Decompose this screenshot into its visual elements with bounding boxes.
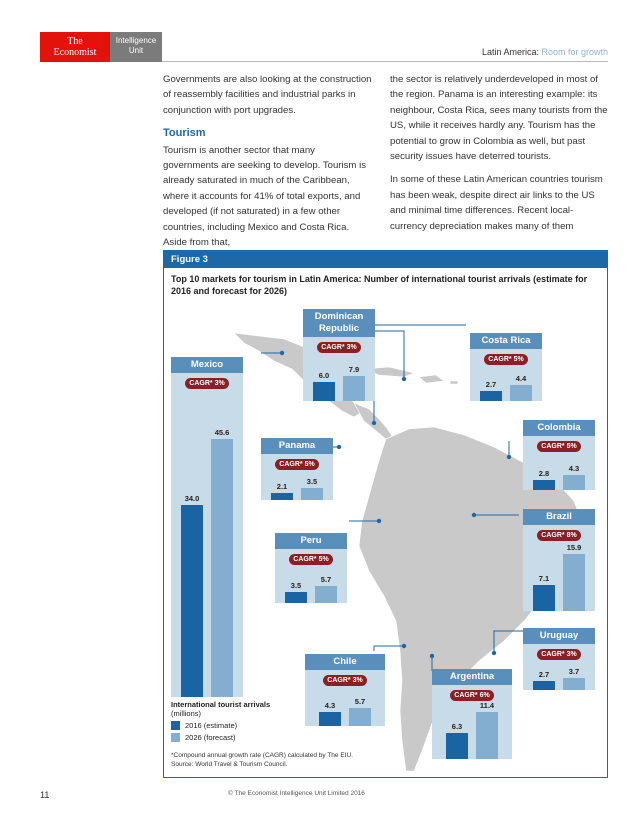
legend-label-2026: 2026 (forecast) (185, 733, 236, 742)
data-label-2016-panama: 2.1 (276, 482, 288, 491)
data-label-2016-brazil: 7.1 (538, 574, 550, 583)
figure-note (171, 751, 431, 769)
card-costa-rica (470, 333, 542, 401)
data-label-2016-peru: 3.5 (290, 581, 302, 590)
data-label-2026-peru: 5.7 (320, 575, 332, 584)
data-label-2016-chile: 4.3 (324, 701, 336, 710)
paragraph: Tourism is another sector that many governments are seeking to develop. Tourism is already saturated in much of the Caribbean, where it accounts for 41% of total exports, and developed (if not saturated) in a few other countries, including Mexico and Costa Rica. Aside from that, (163, 144, 366, 249)
text-column-right (390, 72, 610, 242)
cagr-badge-uruguay: CAGR* 3% (537, 649, 581, 660)
paragraph: In some of these Latin American countries tourism has been weak, despite direct air links to the US and minimal time differences. Recent local-currency depreciation makes many of them (390, 174, 603, 232)
data-label-2016-colombia: 2.8 (538, 469, 550, 478)
page-header (40, 32, 608, 62)
data-label-2016-dominican-republic: 6.0 (318, 371, 330, 380)
bar-2016-peru (285, 592, 307, 603)
bar-2026-argentina (476, 712, 498, 759)
bar-2016-argentina (446, 733, 468, 759)
figure-title: Top 10 markets for tourism in Latin America: Number of international tourist arrivals (estimate for 2016 and forecast for 2026) (171, 274, 588, 296)
map-central-america (354, 403, 392, 439)
card-chile (305, 654, 385, 726)
card-uruguay (523, 628, 595, 690)
data-label-2016-uruguay: 2.7 (538, 670, 550, 679)
legend-title: International tourist arrivals (171, 700, 271, 709)
data-label-2026-costa-rica: 4.4 (515, 374, 527, 383)
bar-2026-uruguay (563, 678, 585, 690)
footnote-cagr: *Compound annual growth rate (CAGR) calculated by The EIU. (171, 752, 353, 759)
bar-2016-costa-rica (480, 391, 502, 401)
cagr-badge-peru: CAGR* 5% (289, 554, 333, 565)
cagr-badge-mexico: CAGR* 3% (185, 378, 229, 389)
marker-uruguay (492, 651, 496, 655)
card-panama (261, 438, 333, 500)
bar-2016-uruguay (533, 681, 555, 690)
running-title-main: Latin America: (481, 47, 542, 57)
card-title-colombia: Colombia (523, 420, 595, 436)
data-label-2026-brazil: 15.9 (566, 543, 582, 552)
footnote-source: Source: World Travel & Tourism Council. (171, 761, 288, 768)
cagr-badge-brazil: CAGR* 8% (537, 530, 581, 541)
bar-2016-brazil (533, 585, 555, 611)
bar-2016-chile (319, 712, 341, 726)
card-dominican-republic (303, 309, 375, 401)
data-label-2026-colombia: 4.3 (568, 464, 580, 473)
data-label-2026-mexico: 45.6 (214, 428, 230, 437)
running-title (482, 47, 608, 57)
card-title-panama: Panama (261, 438, 333, 454)
running-title-sub: Room for growth (541, 47, 608, 57)
economist-logo (40, 32, 110, 62)
data-label-2026-uruguay: 3.7 (568, 667, 580, 676)
card-title-argentina: Argentina (432, 669, 512, 685)
data-label-2016-costa-rica: 2.7 (485, 380, 497, 389)
map-hispaniola (419, 375, 444, 383)
data-label-2026-panama: 3.5 (306, 477, 318, 486)
card-colombia (523, 420, 595, 490)
logo-line-1: The (67, 36, 83, 47)
bar-2016-colombia (533, 480, 555, 490)
paragraph: the sector is relatively underdeveloped in most of the region. Panama is an interesting example: its neighbour, Costa Rica, sees many tourists from the US, while it receives hardly any. Tourism has the potential to grow in Colombia as well, but past security issues have deterred tourists. (390, 74, 608, 163)
marker-costarica (372, 421, 376, 425)
card-title-chile: Chile (305, 654, 385, 670)
data-label-2026-dominican-republic: 7.9 (348, 365, 360, 374)
unit-line-1: Intelligence (115, 36, 157, 45)
bar-2016-panama (271, 493, 293, 500)
marker-panama (337, 445, 341, 449)
cagr-badge-dominican-republic: CAGR* 3% (317, 342, 361, 353)
legend-swatch-2016 (171, 721, 180, 730)
marker-colombia (507, 455, 511, 459)
paragraph: Governments are also looking at the construction of reassembly facilities and industrial parks in conjunction with port upgrades. (163, 74, 372, 116)
cagr-badge-costa-rica: CAGR* 5% (484, 354, 528, 365)
data-label-2016-mexico: 34.0 (184, 494, 200, 503)
cagr-badge-chile: CAGR* 3% (323, 675, 367, 686)
bar-2026-panama (301, 488, 323, 500)
card-title-costa-rica: Costa Rica (470, 333, 542, 349)
card-title-peru: Peru (275, 533, 347, 549)
marker-dominican (402, 377, 406, 381)
section-heading: Tourism (163, 127, 206, 140)
figure-label: Figure 3 (164, 251, 607, 268)
bar-2026-colombia (563, 475, 585, 490)
card-title-mexico: Mexico (171, 357, 243, 373)
bar-2026-mexico (211, 439, 233, 697)
card-title-dominican-republic: Dominican Republic (303, 309, 375, 337)
card-brazil (523, 509, 595, 611)
unit-line-2: Unit (128, 46, 144, 55)
legend-swatch-2026 (171, 733, 180, 742)
marker-peru (377, 519, 381, 523)
map-puerto-rico (450, 381, 458, 384)
bar-2026-brazil (563, 554, 585, 611)
data-label-2026-chile: 5.7 (354, 697, 366, 706)
legend-item-2016 (171, 721, 270, 730)
card-argentina (432, 669, 512, 759)
text-column-left (163, 72, 373, 258)
chart-legend (171, 700, 270, 742)
intelligence-unit-logo (110, 32, 162, 62)
legend-item-2026 (171, 733, 270, 742)
marker-chile (402, 644, 406, 648)
figure-3 (163, 250, 608, 778)
marker-mexico (280, 351, 284, 355)
bar-2016-dominican-republic (313, 382, 335, 401)
cagr-badge-argentina: CAGR* 6% (450, 690, 494, 701)
card-peru (275, 533, 347, 603)
marker-brazil (472, 513, 476, 517)
marker-argentina (430, 654, 434, 658)
cagr-badge-panama: CAGR* 5% (275, 459, 319, 470)
bar-2026-dominican-republic (343, 376, 365, 401)
legend-label-2016: 2016 (estimate) (185, 721, 238, 730)
bar-2026-costa-rica (510, 385, 532, 401)
page-number: 11 (40, 790, 50, 800)
bar-2016-mexico (181, 505, 203, 697)
data-label-2016-argentina: 6.3 (451, 722, 463, 731)
card-title-brazil: Brazil (523, 509, 595, 525)
bar-2026-peru (315, 586, 337, 603)
legend-unit: (millions) (171, 709, 201, 718)
logo-line-2: Economist (53, 47, 97, 58)
cagr-badge-colombia: CAGR* 5% (537, 441, 581, 452)
card-title-uruguay: Uruguay (523, 628, 595, 644)
copyright: © The Economist Intelligence Unit Limited 2016 (228, 790, 365, 797)
data-label-2026-argentina: 11.4 (479, 701, 495, 710)
bar-2026-chile (349, 708, 371, 726)
card-mexico (171, 357, 243, 697)
